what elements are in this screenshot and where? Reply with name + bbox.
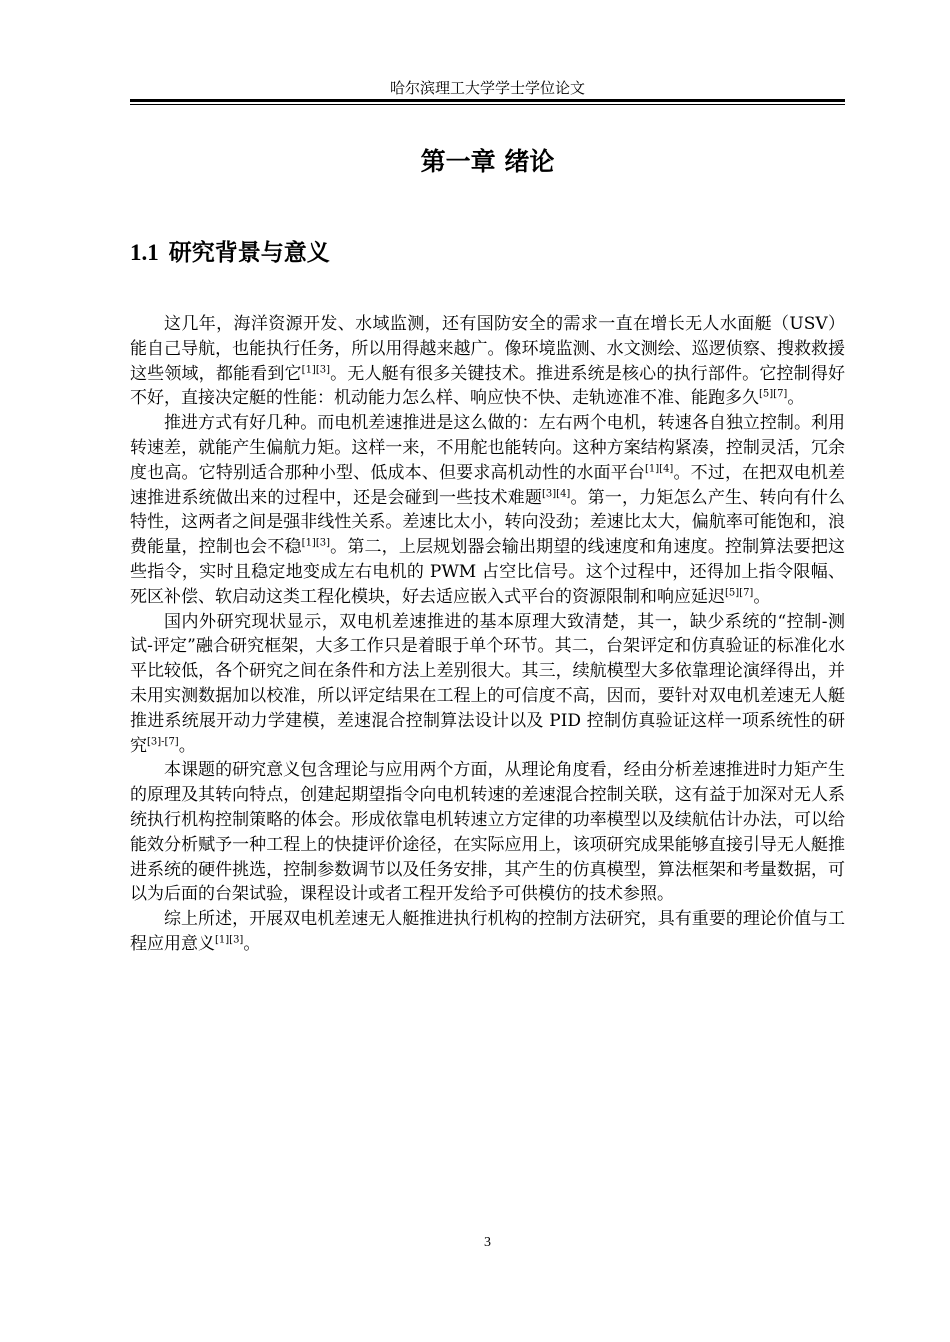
paragraph-text: 。第二，上层规划器会输出期望的线速度和角速度。控制算法要把这些指令，实时且稳定地变成左右电机的 PWM 占空比信号。这个过程中，还得加上指令限幅、死区补偿、软启动这类工程化模块，好去适应嵌入式平台的资源限制和响应延迟 [130, 537, 846, 607]
citation-ref: [3]-[7] [147, 735, 179, 747]
section-title: 研究背景与意义 [168, 240, 330, 266]
paragraph-text: 国内外研究现状显示，双电机差速推进的基本原理大致清楚，其一，缺少系统的“控制-测试-评定”融合研究框架，大多工作只是着眼于单个环节。其二，台架评定和仿真验证的标准化水平比较低，各个研究之间在条件和方法上差别很大。其三，续航模型大多依靠理论演绎得出，并未用实测数据加以校准，所以评定结果在工程上的可信度不高，因而，要针对双电机差速无人艇推进系统展开动力学建模，差速混合控制算法设计以及 PID 控制仿真验证这样一项系统性的研究 [130, 611, 845, 756]
header-rule-thin [130, 104, 845, 105]
paragraph-text: 。 [753, 586, 771, 607]
paragraph [130, 907, 845, 957]
citation-ref: [1][4] [645, 463, 674, 475]
paragraph-text: 。第一，力矩怎么产生、转向有什么特性，这两者之间是强非线性关系。差速比太小，转向没劲；差速比太大，偏航率可能饱和，浪费能量，控制也会不稳 [130, 487, 846, 558]
paragraph [130, 411, 845, 609]
citation-ref: [1][3] [301, 363, 331, 375]
header-rule-thick [130, 99, 845, 102]
citation-ref: [3][4] [542, 487, 571, 499]
citation-ref: [5][7] [725, 587, 754, 599]
paragraph-text: 这几年，海洋资源开发、水域监测，还有国防安全的需求一直在增长无人水面艇（USV）能自己导航，也能执行任务，所以用得越来越广。像环境监测、水文测绘、巡逻侦察、搜救救援这些领域，都能看到它 [130, 314, 845, 384]
paragraph-text: 综上所述，开展双电机差速无人艇推进执行机构的控制方法研究，具有重要的理论价值与工程应用意义 [130, 909, 845, 954]
paragraph-text: 。 [787, 388, 805, 409]
paragraph-text: 推进方式有好几种。而电机差速推进是这么做的：左右两个电机，转速各自独立控制。利用转速差，就能产生偏航力矩。这样一来，不用舵也能转向。这种方案结构紧凑，控制灵活，冗余度也高。它特别适合那种小型、低成本、但要求高机动性的水面平台 [130, 413, 845, 483]
citation-ref: [1][3] [215, 934, 244, 946]
page-number: 3 [484, 1235, 491, 1250]
paragraph-text: 本课题的研究意义包含理论与应用两个方面，从理论角度看，经由分析差速推进时力矩产生的原理及其转向特点，创建起期望指令向电机转速的差速混合控制关联，这有益于加深对无人系统执行机构控制策略的体会。形成依靠电机转速立方定律的功率模型以及续航估计办法，可以给能效分析赋予一种工程上的快捷评价途径，在实际应用上，该项研究成果能够直接引导无人艇推进系统的硬件挑选，控制参数调节以及任务安排，其产生的仿真模型，算法框架和考量数据，可以为后面的台架试验，课程设计或者工程开发给予可供模仿的技术参照。 [130, 760, 845, 905]
citation-ref: [1][3] [301, 537, 331, 549]
paragraph [130, 758, 845, 907]
paragraph-text: 。不过，在把双电机差速推进系统做出来的过程中，还是会碰到一些技术难题 [130, 462, 846, 508]
running-header: 哈尔滨理工大学学士学位论文 [389, 79, 585, 97]
body-text [130, 312, 845, 957]
paragraph-text: 。无人艇有很多关键技术。推进系统是核心的执行部件。它控制得好不好，直接决定艇的性能：机动能力怎么样、响应快不快、走轨迹准不准、能跑多久 [130, 363, 846, 409]
section-heading [130, 238, 330, 268]
section-number: 1.1 [130, 240, 159, 265]
paragraph [130, 610, 845, 759]
paragraph [130, 312, 845, 411]
paragraph-text: 。 [178, 735, 196, 756]
paragraph-text: 。 [243, 933, 261, 954]
chapter-title: 第一章 绪论 [420, 147, 555, 176]
citation-ref: [5][7] [759, 388, 788, 400]
